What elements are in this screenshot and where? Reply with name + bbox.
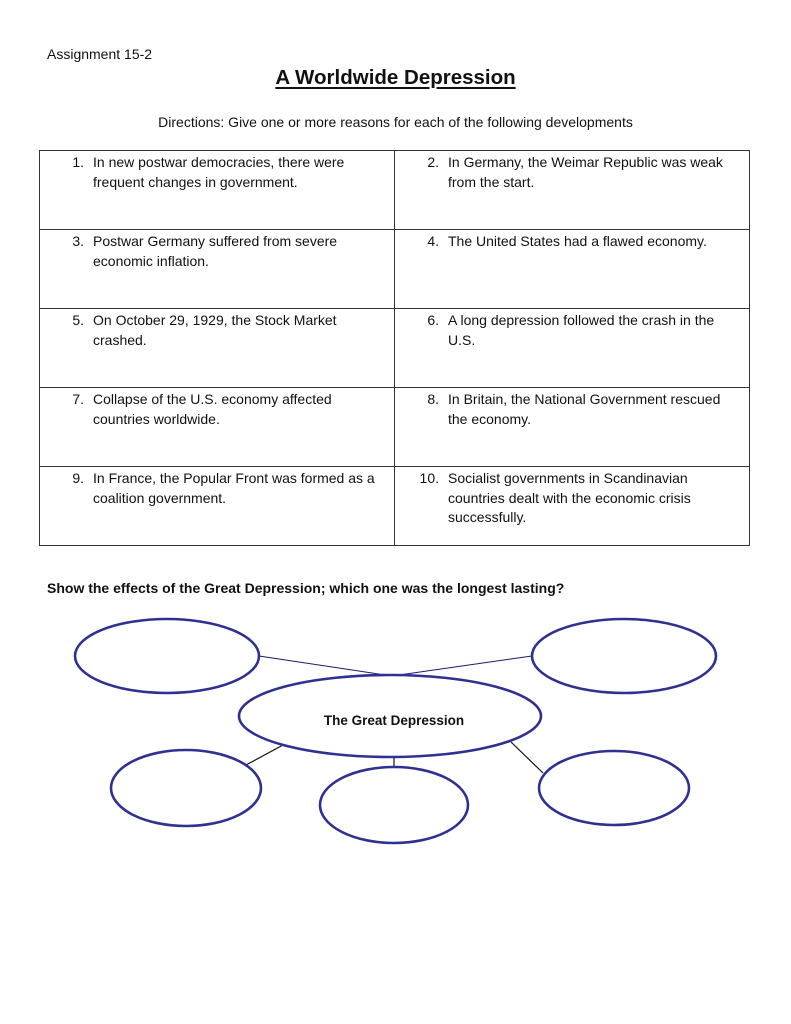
table-row [40,309,750,388]
effect-oval-top-right[interactable] [532,619,716,693]
center-label: The Great Depression [323,713,465,728]
answer-cell[interactable] [40,230,395,309]
table-row [40,230,750,309]
item-text: In Britain, the National Government rescued the economy. [448,391,721,427]
effect-oval-bottom-center[interactable] [320,767,468,843]
table-row [40,467,750,546]
item-text: In new postwar democracies, there were frequent changes in government. [93,154,345,190]
directions-text: Directions: Give one or more reasons for each of the following developments [158,114,633,130]
table-row [40,151,750,230]
answer-cell[interactable] [395,467,750,546]
item-number: 6. [427,312,439,328]
item-text: A long depression followed the crash in the U.S. [448,312,715,348]
item-number: 8. [427,391,439,407]
developments-table [39,150,750,546]
item-text: In France, the Popular Front was formed as a coalition government. [93,470,375,506]
item-number: 7. [72,391,84,407]
answer-cell[interactable] [40,309,395,388]
item-text: On October 29, 1929, the Stock Market crashed. [93,312,337,348]
answer-cell[interactable] [40,467,395,546]
connector-line [511,742,543,773]
answer-cell[interactable] [40,388,395,467]
effect-oval-top-left[interactable] [75,619,259,693]
answer-cell[interactable] [395,230,750,309]
item-number: 1. [72,154,84,170]
connector-line [259,656,392,676]
page-title: A Worldwide Depression [275,66,516,89]
item-number: 3. [72,233,84,249]
item-number: 5. [72,312,84,328]
item-text: The United States had a flawed economy. [448,233,707,249]
effect-oval-bottom-left[interactable] [111,750,261,826]
item-text: Collapse of the U.S. economy affected countries worldwide. [93,391,332,427]
effects-web-diagram [0,600,791,860]
answer-cell[interactable] [395,151,750,230]
effects-question: Show the effects of the Great Depression; which one was the longest lasting? [47,580,565,596]
item-text: Socialist governments in Scandinavian countries dealt with the economic crisis successfully. [448,470,691,525]
answer-cell[interactable] [40,151,395,230]
item-number: 10. [419,470,439,486]
assignment-number: Assignment 15-2 [47,46,153,62]
item-text: In Germany, the Weimar Republic was weak from the start. [448,154,723,190]
item-number: 4. [427,233,439,249]
answer-cell[interactable] [395,309,750,388]
effect-oval-bottom-right[interactable] [539,751,689,825]
connector-line [392,656,532,676]
connector-line [246,745,283,765]
item-number: 2. [427,154,439,170]
answer-cell[interactable] [395,388,750,467]
item-number: 9. [72,470,84,486]
item-text: Postwar Germany suffered from severe economic inflation. [93,233,338,269]
table-row [40,388,750,467]
